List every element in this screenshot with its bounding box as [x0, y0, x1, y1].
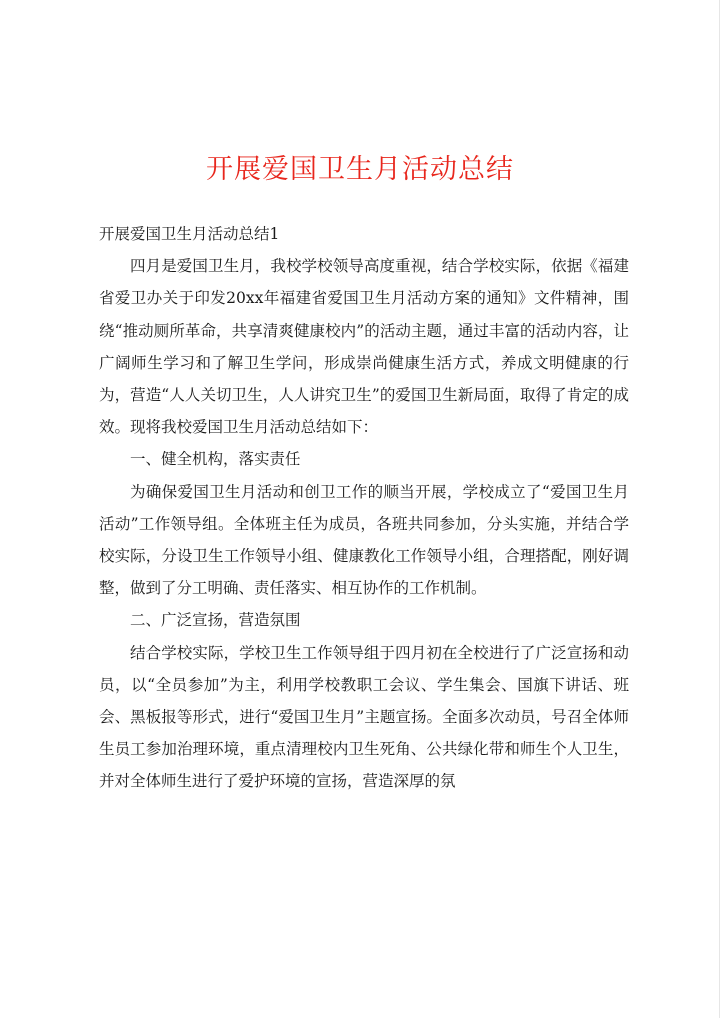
- body-paragraph: 为确保爱国卫生月活动和创卫工作的顺当开展，学校成立了“爱国卫生月活动”工作领导组。全体班主任为成员，各班共同参加，分头实施，并结合学校实际，分设卫生工作领导小组、健康教化工作领导小组，合理搭配，刚好调整，做到了分工明确、责任落实、相互协作的工作机制。: [99, 482, 629, 598]
- document-body: [99, 218, 629, 798]
- section-heading: 开展爱国卫生月活动总结1: [99, 225, 280, 243]
- body-paragraph: 结合学校实际，学校卫生工作领导组于四月初在全校进行了广泛宣扬和动员，以“全员参加”为主，利用学校教职工会议、学生集会、国旗下讲话、班会、黑板报等形式，进行“爱国卫生月”主题宣扬。全面多次动员，号召全体师生员工参加治理环境，重点清理校内卫生死角、公共绿化带和师生个人卫生，并对全体师生进行了爱护环境的宣扬，营造深厚的氛: [99, 643, 629, 791]
- document-title: 开展爱国卫生月活动总结: [206, 154, 514, 185]
- section-heading: 二、广泛宣扬，营造氛围: [130, 611, 301, 630]
- section-heading: 一、健全机构，落实责任: [130, 450, 301, 469]
- body-paragraph: 四月是爱国卫生月，我校学校领导高度重视，结合学校实际，依据《福建省爱卫办关于印发20xx年福建省爱国卫生月活动方案的通知》文件精神，围绕“推动厕所革命，共享清爽健康校内”的活动主题，通过丰富的活动内容，让广阔师生学习和了解卫生学问，形成崇尚健康生活方式，养成文明健康的行为，营造“人人关切卫生，人人讲究卫生”的爱国卫生新局面，取得了肯定的成效。现将我校爱国卫生月活动总结如下：: [99, 257, 629, 437]
